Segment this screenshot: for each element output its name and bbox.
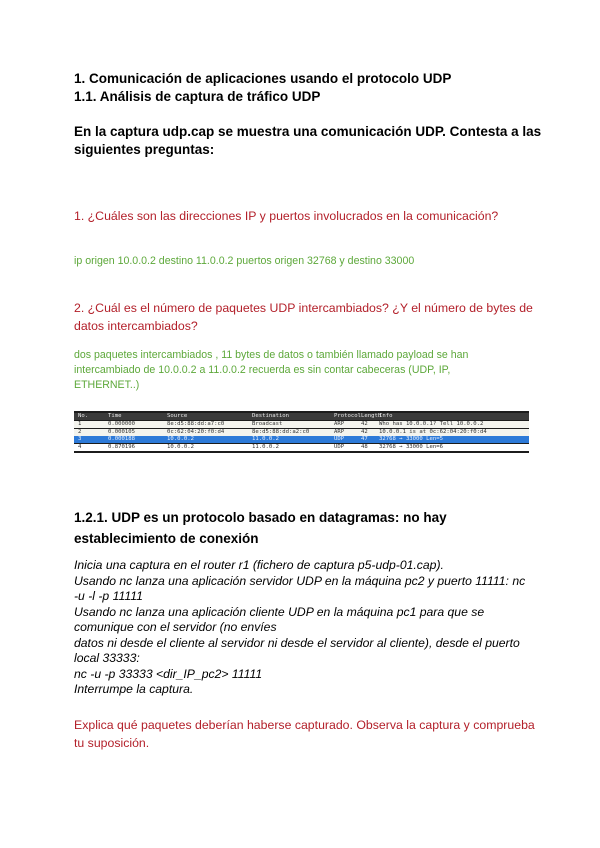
col-length-header: Length xyxy=(361,413,382,419)
question-2: 2. ¿Cuál es el número de paquetes UDP intercambiados? ¿Y el número de bytes de datos intercambiados? xyxy=(74,301,533,333)
cell-no: 2 xyxy=(78,428,82,435)
cell-info: Who has 10.0.0.1? Tell 10.0.0.2 xyxy=(379,421,484,427)
cell-protocol: UDP xyxy=(334,436,345,442)
cell-info: 32768 → 33000 Len=6 xyxy=(379,443,443,450)
instruction-line: Interrumpe la captura. xyxy=(74,682,194,696)
instruction-line: Inicia una captura en el router r1 (fichero de captura p5-udp-01.cap). xyxy=(74,558,444,572)
cell-info: 10.0.0.1 is at 0c:62:04:20:f0:d4 xyxy=(379,428,487,435)
instruction-line: datos ni desde el cliente al servidor ni desde el servidor al cliente), desde el puerto xyxy=(74,635,520,650)
instructions-block xyxy=(74,558,544,698)
cell-protocol: UDP xyxy=(334,443,345,450)
col-time-header: Time xyxy=(108,413,122,419)
table-row-selected xyxy=(74,436,529,443)
instruction-line: Usando nc lanza una aplicación servidor UDP en la máquina pc2 y puerto 11111: nc xyxy=(74,573,526,588)
table-row xyxy=(74,444,529,451)
cell-length: 42 xyxy=(361,428,368,435)
cell-time: 0.000105 xyxy=(108,428,135,435)
instruction-line: nc -u -p 33333 <dir_IP_pc2> 11111 xyxy=(74,666,263,681)
instruction-line: local 33333: xyxy=(74,651,140,665)
cell-source: 8e:d5:88:dd:a7:c0 xyxy=(167,421,225,427)
col-destination-header: Destination xyxy=(252,413,290,419)
capture-header-row xyxy=(74,413,529,420)
table-row xyxy=(74,421,529,428)
question-1: 1. ¿Cuáles son las direcciones IP y puertos involucrados en la comunicación? xyxy=(74,209,499,223)
question-3: Explica qué paquetes deberían haberse capturado. Observa la captura y comprueba tu suposición. xyxy=(74,718,535,750)
cell-destination: 11.0.0.2 xyxy=(252,443,279,450)
table-row xyxy=(74,429,529,436)
cell-destination: 8e:d5:88:dd:a2:c0 xyxy=(252,428,310,435)
intro-paragraph: En la captura udp.cap se muestra una comunicación UDP. Contesta a las siguientes preguntas: xyxy=(74,124,542,157)
answer-1: ip origen 10.0.0.2 destino 11.0.0.2 puertos origen 32768 y destino 33000 xyxy=(74,255,415,267)
cell-time: 0.870196 xyxy=(108,443,135,450)
cell-length: 42 xyxy=(361,421,368,427)
subsection-heading-121: 1.2.1. UDP es un protocolo basado en datagramas: no hay establecimiento de conexión xyxy=(74,510,447,546)
answer-2: dos paquetes intercambiados , 11 bytes de datos o también llamado payload se han intercambiado de 10.0.0.2 a 11.0.0.2 recuerda es sin contar cabeceras (UDP, IP, ETHERNET..) xyxy=(74,349,469,391)
section-heading: 1. Comunicación de aplicaciones usando el protocolo UDP xyxy=(74,71,452,86)
cell-destination: Broadcast xyxy=(252,421,283,427)
cell-no: 3 xyxy=(78,436,82,442)
col-no-header: No. xyxy=(78,413,89,419)
col-info-header: Info xyxy=(379,413,393,419)
subsection-heading: 1.1. Análisis de captura de tráfico UDP xyxy=(74,89,321,104)
instruction-line: -u -l -p 11111 xyxy=(74,589,143,603)
cell-info: 32768 → 33000 Len=5 xyxy=(379,436,443,442)
cell-source: 10.0.0.2 xyxy=(167,436,194,442)
instruction-line: comunique con el servidor (no envíes xyxy=(74,620,277,634)
cell-time: 0.000000 xyxy=(108,421,135,427)
col-protocol-header: Protocol xyxy=(334,413,361,419)
cell-no: 1 xyxy=(78,421,82,427)
cell-protocol: ARP xyxy=(334,421,345,427)
cell-length: 48 xyxy=(361,443,368,450)
cell-protocol: ARP xyxy=(334,428,345,435)
cell-source: 10.0.0.2 xyxy=(167,443,194,450)
cell-source: 0c:62:04:20:f0:d4 xyxy=(167,428,225,435)
instruction-line: Usando nc lanza una aplicación cliente UDP en la máquina pc1 para que se xyxy=(74,604,485,619)
cell-destination: 11.0.0.2 xyxy=(252,436,279,442)
cell-time: 0.000188 xyxy=(108,436,135,442)
cell-no: 4 xyxy=(78,443,82,450)
col-source-header: Source xyxy=(167,413,188,419)
cell-length: 47 xyxy=(361,436,368,442)
packet-capture-table xyxy=(74,411,529,453)
